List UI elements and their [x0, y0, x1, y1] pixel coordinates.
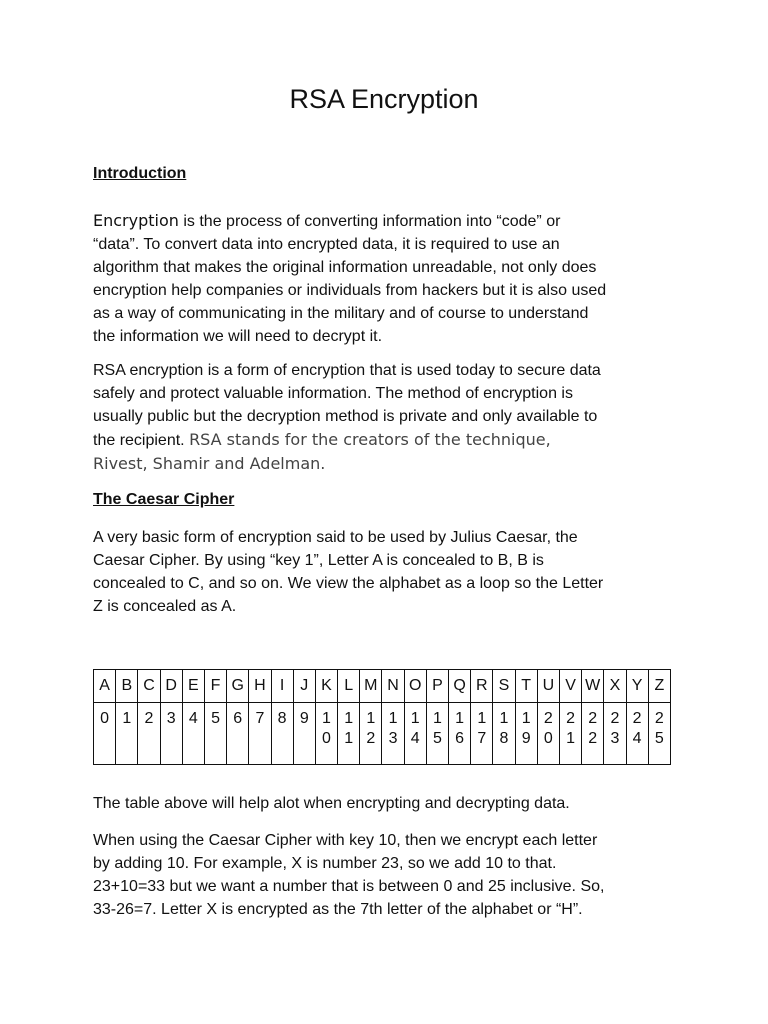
paragraph-line: Z is concealed as A. [93, 598, 237, 615]
number-cell [515, 703, 537, 765]
number-cell [315, 703, 337, 765]
letter-cell: U [537, 670, 559, 703]
key-10-paragraph [93, 829, 683, 921]
letter-cell: M [360, 670, 382, 703]
paragraph-line: concealed to C, and so on. We view the alphabet as a loop so the Letter [93, 575, 604, 592]
paragraph-line [93, 428, 683, 452]
encryption-word: Encryption [93, 211, 179, 230]
paragraph-line: A very basic form of encryption said to be used by Julius Caesar, the [93, 529, 578, 546]
number-value: 18 [499, 710, 509, 747]
number-cell [493, 703, 515, 765]
paragraph-line: as a way of communicating in the military and of course to understand [93, 305, 589, 322]
letter-cell: I [271, 670, 293, 703]
letter-cell: O [404, 670, 426, 703]
rsa-paragraph [93, 359, 683, 475]
letter-cell: N [382, 670, 404, 703]
number-value: 6 [233, 710, 243, 727]
letter-cell: R [471, 670, 493, 703]
number-value: 8 [277, 710, 287, 727]
number-cell [94, 703, 116, 765]
paragraph-line: RSA encryption is a form of encryption that is used today to secure data [93, 362, 601, 379]
number-cell [360, 703, 382, 765]
caesar-paragraph [93, 526, 683, 618]
letter-cell: H [249, 670, 271, 703]
number-cell [271, 703, 293, 765]
letter-cell: X [604, 670, 626, 703]
number-cell [648, 703, 670, 765]
number-cell [626, 703, 648, 765]
paragraph-line: 23+10=33 but we want a number that is between 0 and 25 inclusive. So, [93, 878, 605, 895]
number-value: 23 [610, 710, 620, 747]
paragraph-line-rest: is the process of converting information into “code” or [178, 213, 561, 230]
number-cell [559, 703, 581, 765]
letter-cell: Q [449, 670, 471, 703]
letter-cell: S [493, 670, 515, 703]
letter-cell: F [204, 670, 226, 703]
number-cell [426, 703, 448, 765]
number-value: 2 [144, 710, 154, 727]
rsa-creators-line: Rivest, Shamir and Adelman. [93, 454, 326, 473]
number-cell [537, 703, 559, 765]
number-value: 11 [344, 710, 354, 747]
number-cell [160, 703, 182, 765]
number-value: 24 [632, 710, 642, 747]
number-cell [249, 703, 271, 765]
number-value: 10 [322, 710, 331, 747]
number-value: 21 [566, 710, 575, 747]
number-cell [582, 703, 604, 765]
caesar-cipher-heading: The Caesar Cipher [93, 491, 235, 508]
letter-cell: C [138, 670, 160, 703]
letter-cell: J [293, 670, 315, 703]
number-cell [293, 703, 315, 765]
number-value: 20 [543, 710, 553, 747]
number-cell [338, 703, 360, 765]
letter-cell: K [315, 670, 337, 703]
table-note: The table above will help alot when encrypting and decrypting data. [93, 795, 570, 812]
number-value: 12 [366, 710, 376, 747]
number-value: 15 [432, 710, 442, 747]
number-value: 1 [122, 710, 132, 727]
number-cell [382, 703, 404, 765]
letters-row [94, 670, 671, 703]
paragraph-line: “data”. To convert data into encrypted data, it is required to use an [93, 236, 560, 253]
number-value: 14 [410, 710, 420, 747]
number-cell [449, 703, 471, 765]
introduction-paragraph [93, 209, 683, 348]
paragraph-line-start: the recipient. [93, 432, 190, 449]
letter-cell: A [94, 670, 116, 703]
letter-cell: B [116, 670, 138, 703]
number-value: 9 [299, 710, 309, 727]
letter-cell: P [426, 670, 448, 703]
paragraph-line: by adding 10. For example, X is number 23, so we add 10 to that. [93, 855, 557, 872]
introduction-heading: Introduction [93, 165, 187, 182]
paragraph-line: Caesar Cipher. By using “key 1”, Letter A is concealed to B, B is [93, 552, 544, 569]
number-value: 22 [588, 710, 598, 747]
letter-cell: W [582, 670, 604, 703]
number-value: 0 [100, 710, 110, 727]
number-value: 19 [521, 710, 531, 747]
letter-cell: Z [648, 670, 670, 703]
alphabet-number-table [93, 669, 671, 765]
number-value: 5 [211, 710, 220, 727]
paragraph-line: encryption help companies or individuals from hackers but it is also used [93, 282, 607, 299]
paragraph-line: When using the Caesar Cipher with key 10, then we encrypt each letter [93, 832, 598, 849]
paragraph-line: usually public but the decryption method is private and only available to [93, 408, 598, 425]
number-cell [138, 703, 160, 765]
paragraph-line: algorithm that makes the original information unreadable, not only does [93, 259, 597, 276]
letter-cell: E [182, 670, 204, 703]
numbers-row [94, 703, 671, 765]
number-cell [204, 703, 226, 765]
number-value: 17 [477, 710, 487, 747]
paragraph-line: the information we will need to decrypt it. [93, 328, 383, 345]
number-cell [404, 703, 426, 765]
number-value: 16 [455, 710, 465, 747]
paragraph-line [93, 209, 683, 233]
paragraph-line: safely and protect valuable information. The method of encryption is [93, 385, 573, 402]
number-cell [116, 703, 138, 765]
page-title: RSA Encryption [289, 84, 479, 114]
number-cell [471, 703, 493, 765]
number-value: 4 [188, 710, 198, 727]
number-value: 13 [388, 710, 398, 747]
number-value: 25 [654, 710, 664, 747]
letter-cell: V [559, 670, 581, 703]
number-cell [182, 703, 204, 765]
letter-cell: D [160, 670, 182, 703]
number-cell [227, 703, 249, 765]
number-value: 7 [255, 710, 265, 727]
letter-cell: Y [626, 670, 648, 703]
number-cell [604, 703, 626, 765]
rsa-stands-for-text: RSA stands for the creators of the technique, [189, 430, 551, 449]
paragraph-line: 33-26=7. Letter X is encrypted as the 7th letter of the alphabet or “H”. [93, 901, 583, 918]
number-value: 3 [166, 710, 176, 727]
letter-cell: G [227, 670, 249, 703]
letter-cell: L [338, 670, 360, 703]
letter-cell: T [515, 670, 537, 703]
